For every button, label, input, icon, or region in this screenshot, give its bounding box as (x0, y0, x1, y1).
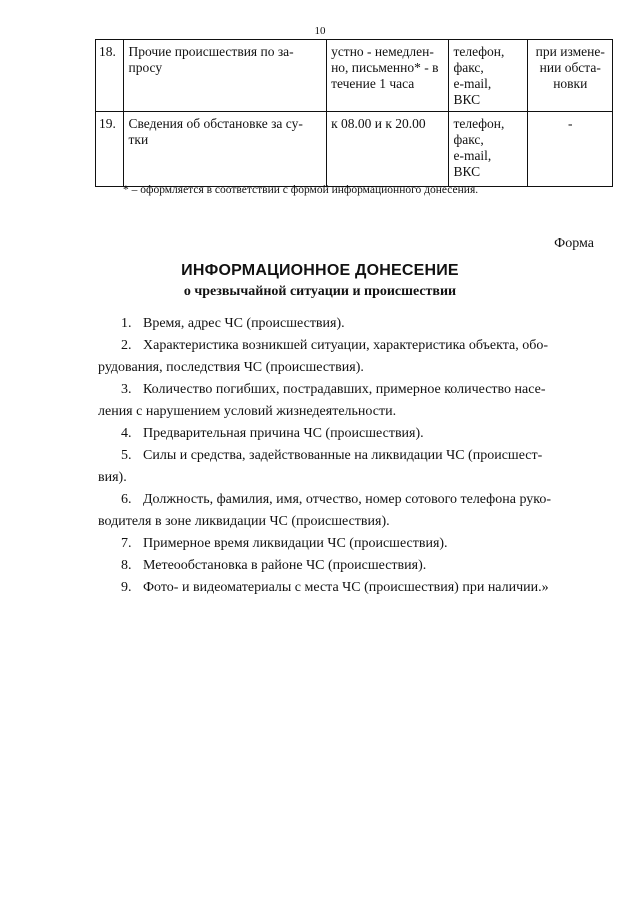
report-note-cell: - (527, 112, 612, 187)
item-text-continued: водителя в зоне ликвидации ЧС (происшествия). (98, 514, 390, 529)
list-item-continuation (98, 511, 600, 533)
item-number: 4. (121, 426, 132, 441)
report-means-cell: телефон, факс, e-mail, ВКС (449, 112, 527, 187)
row-number-cell: 19. (96, 112, 124, 187)
item-text: Количество погибших, пострадавших, примерное количество насе- (143, 382, 546, 397)
list-item (121, 445, 600, 467)
item-text-continued: ления с нарушением условий жизнедеятельности. (98, 404, 397, 419)
report-items-list (98, 313, 600, 599)
item-number: 1. (121, 316, 132, 331)
item-text: Должность, фамилия, имя, отчество, номер сотового телефона руко- (143, 492, 552, 507)
item-number: 5. (121, 448, 132, 463)
report-name-cell: Прочие происшествия по за- просу (124, 40, 327, 112)
report-time-cell: к 08.00 и к 20.00 (327, 112, 449, 187)
item-text: Метеообстановка в районе ЧС (происшествия). (143, 558, 427, 573)
item-text: Предварительная причина ЧС (происшествия). (143, 426, 424, 441)
list-item (121, 313, 600, 335)
list-item (121, 577, 600, 599)
list-item (121, 335, 600, 357)
report-means-cell: телефон, факс, e-mail, ВКС (449, 40, 527, 112)
list-item (121, 423, 600, 445)
form-label: Форма (554, 236, 594, 251)
list-item-continuation (98, 357, 600, 379)
list-item-continuation (98, 401, 600, 423)
report-name-cell: Сведения об обстановке за су- тки (124, 112, 327, 187)
document-subtitle: о чрезвычайной ситуации и происшествии (183, 284, 457, 299)
reports-table (95, 39, 613, 187)
item-text-continued: рудования, последствия ЧС (происшествия). (98, 360, 364, 375)
table-row (96, 40, 613, 112)
report-note-cell: при измене- нии обста- новки (527, 40, 612, 112)
page-number: 10 (314, 25, 326, 37)
list-item-continuation (98, 467, 600, 489)
item-number: 9. (121, 580, 132, 595)
item-text: Характеристика возникшей ситуации, характеристика объекта, обо- (143, 338, 549, 353)
item-text: Примерное время ликвидации ЧС (происшествия). (143, 536, 448, 551)
item-number: 8. (121, 558, 132, 573)
item-text: Фото- и видеоматериалы с места ЧС (происшествия) при наличии.» (143, 580, 549, 595)
document-title: ИНФОРМАЦИОННОЕ ДОНЕСЕНИЕ (181, 262, 459, 279)
list-item (121, 555, 600, 577)
item-number: 7. (121, 536, 132, 551)
list-item (121, 533, 600, 555)
item-number: 6. (121, 492, 132, 507)
table-row (96, 112, 613, 187)
item-number: 3. (121, 382, 132, 397)
list-item (121, 379, 600, 401)
item-text: Силы и средства, задействованные на ликвидации ЧС (происшест- (143, 448, 543, 463)
report-time-cell: устно - немедлен- но, письменно* - в течение 1 часа (327, 40, 449, 112)
item-text: Время, адрес ЧС (происшествия). (143, 316, 345, 331)
item-text-continued: вия). (98, 470, 127, 485)
row-number-cell: 18. (96, 40, 124, 112)
item-number: 2. (121, 338, 132, 353)
table-footnote: * – оформляется в соответствии с формой информационного донесения. (123, 184, 479, 196)
list-item (121, 489, 600, 511)
